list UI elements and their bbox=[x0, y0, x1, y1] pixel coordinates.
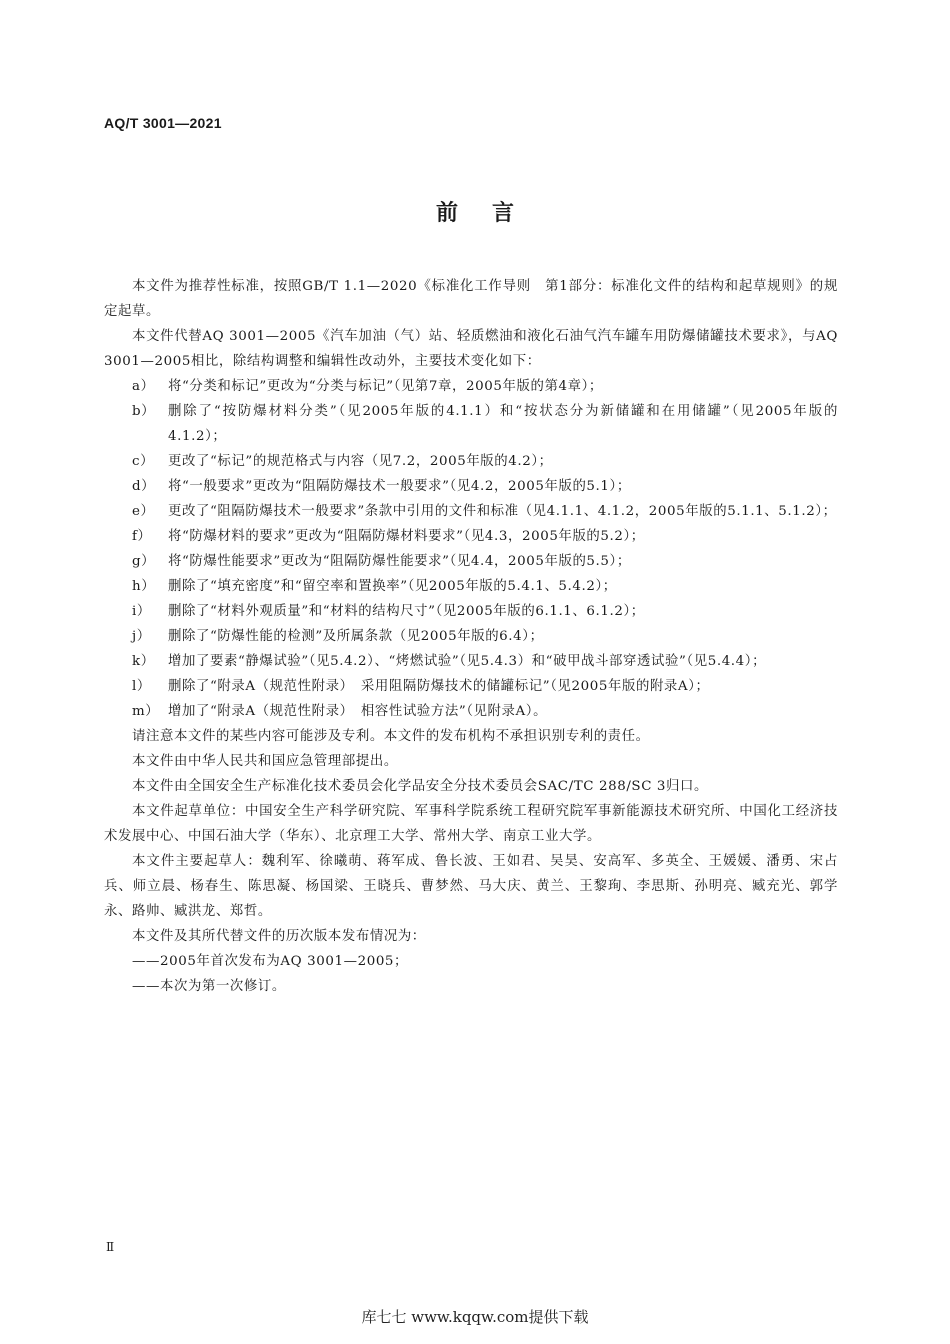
list-text: 将“防爆材料的要求”更改为“阻隔防爆材料要求”（见4.3，2005年版的5.2）； bbox=[168, 529, 645, 544]
list-marker: j） bbox=[132, 629, 151, 644]
list-item bbox=[104, 649, 838, 674]
drafters-paragraph: 本文件主要起草人：魏利军、徐曦萌、蒋军成、鲁长波、王如君、吴昊、安高军、多英全、王媛媛、潘勇、宋占兵、师立晨、杨春生、陈思凝、杨国梁、王晓兵、曹梦然、马大庆、黄兰、王黎珣、李思斯、孙明亮、臧充光、郭学永、路帅、臧洪龙、郑哲。 bbox=[104, 854, 838, 919]
list-marker: i） bbox=[132, 604, 151, 619]
list-item bbox=[104, 499, 838, 524]
list-text: 增加了要素“静爆试验”（见5.4.2）、“烤燃试验”（见5.4.3）和“破甲战斗部穿透试验”（见5.4.4）； bbox=[168, 654, 767, 669]
list-text: 将“防爆性能要求”更改为“阻隔防爆性能要求”（见4.4，2005年版的5.5）； bbox=[168, 554, 631, 569]
paragraph: 本文件为推荐性标准，按照GB/T 1.1—2020《标准化工作导则 第1部分：标准化文件的结构和起草规则》的规定起草。 bbox=[104, 279, 838, 319]
list-item bbox=[104, 574, 838, 599]
list-text: 将“分类和标记”更改为“分类与标记”（见第7章，2005年版的第4章）； bbox=[168, 379, 603, 394]
list-marker: b） bbox=[132, 404, 156, 419]
list-text: 将“一般要求”更改为“阻隔防爆技术一般要求”（见4.2，2005年版的5.1）； bbox=[168, 479, 631, 494]
list-marker: h） bbox=[132, 579, 156, 594]
list-marker: l） bbox=[132, 679, 151, 694]
changes-list bbox=[104, 374, 838, 724]
document-body bbox=[104, 274, 838, 999]
list-item bbox=[104, 549, 838, 574]
list-marker: e） bbox=[132, 504, 155, 519]
list-item bbox=[104, 624, 838, 649]
list-text: 更改了“阻隔防爆技术一般要求”条款中引用的文件和标准（见4.1.1、4.1.2，2005年版的5.1.1、5.1.2）； bbox=[168, 504, 837, 519]
history-intro: 本文件及其所代替文件的历次版本发布情况为： bbox=[132, 929, 426, 944]
list-item bbox=[104, 474, 838, 499]
list-item bbox=[104, 599, 838, 624]
list-item bbox=[104, 449, 838, 474]
list-item bbox=[104, 374, 838, 399]
list-marker: m） bbox=[132, 704, 160, 719]
history-item: ——本次为第一次修订。 bbox=[132, 979, 286, 994]
list-marker: d） bbox=[132, 479, 156, 494]
download-footer: 库七七 www.kqqw.com提供下载 bbox=[361, 1308, 589, 1326]
list-marker: f） bbox=[132, 529, 152, 544]
list-marker: a） bbox=[132, 379, 155, 394]
history-item: ——2005年首次发布为AQ 3001—2005； bbox=[132, 954, 409, 969]
page-number: Ⅱ bbox=[106, 1240, 115, 1254]
list-item bbox=[104, 674, 838, 699]
list-text: 删除了“材料外观质量”和“材料的结构尺寸”（见2005年版的6.1.1、6.1.2）； bbox=[168, 604, 645, 619]
list-marker: g） bbox=[132, 554, 156, 569]
list-text: 增加了“附录A（规范性附录） 相容性试验方法”（见附录A）。 bbox=[168, 704, 548, 719]
list-text: 删除了“填充密度”和“留空率和置换率”（见2005年版的5.4.1、5.4.2）； bbox=[168, 579, 617, 594]
list-item bbox=[104, 399, 838, 449]
list-marker: k） bbox=[132, 654, 155, 669]
proposer-paragraph: 本文件由中华人民共和国应急管理部提出。 bbox=[132, 754, 398, 769]
standard-code: AQ/T 3001—2021 bbox=[104, 115, 222, 131]
list-text: 删除了“防爆性能的检测”及所属条款（见2005年版的6.4）； bbox=[168, 629, 544, 644]
drafting-units-paragraph: 本文件起草单位：中国安全生产科学研究院、军事科学院系统工程研究院军事新能源技术研究所、中国化工经济技术发展中心、中国石油大学（华东）、北京理工大学、常州大学、南京工业大学。 bbox=[104, 804, 838, 844]
patent-notice: 请注意本文件的某些内容可能涉及专利。本文件的发布机构不承担识别专利的责任。 bbox=[132, 729, 650, 744]
list-item bbox=[104, 699, 838, 724]
paragraph: 本文件代替AQ 3001—2005《汽车加油（气）站、轻质燃油和液化石油气汽车罐车用防爆储罐技术要求》，与AQ 3001—2005相比，除结构调整和编辑性改动外，主要技术变化如下： bbox=[104, 329, 838, 369]
list-text: 删除了“附录A（规范性附录） 采用阻隔防爆技术的储罐标记”（见2005年版的附录A）； bbox=[168, 679, 710, 694]
page-title: 前言 bbox=[435, 201, 548, 226]
list-item bbox=[104, 524, 838, 549]
committee-paragraph: 本文件由全国安全生产标准化技术委员会化学品安全分技术委员会SAC/TC 288/SC 3归口。 bbox=[132, 779, 708, 794]
list-text: 删除了“按防爆材料分类”（见2005年版的4.1.1）和“按状态分为新储罐和在用储罐”（见2005年版的4.1.2）； bbox=[168, 404, 838, 444]
list-text: 更改了“标记”的规范格式与内容（见7.2，2005年版的4.2）； bbox=[168, 454, 553, 469]
list-marker: c） bbox=[132, 454, 155, 469]
